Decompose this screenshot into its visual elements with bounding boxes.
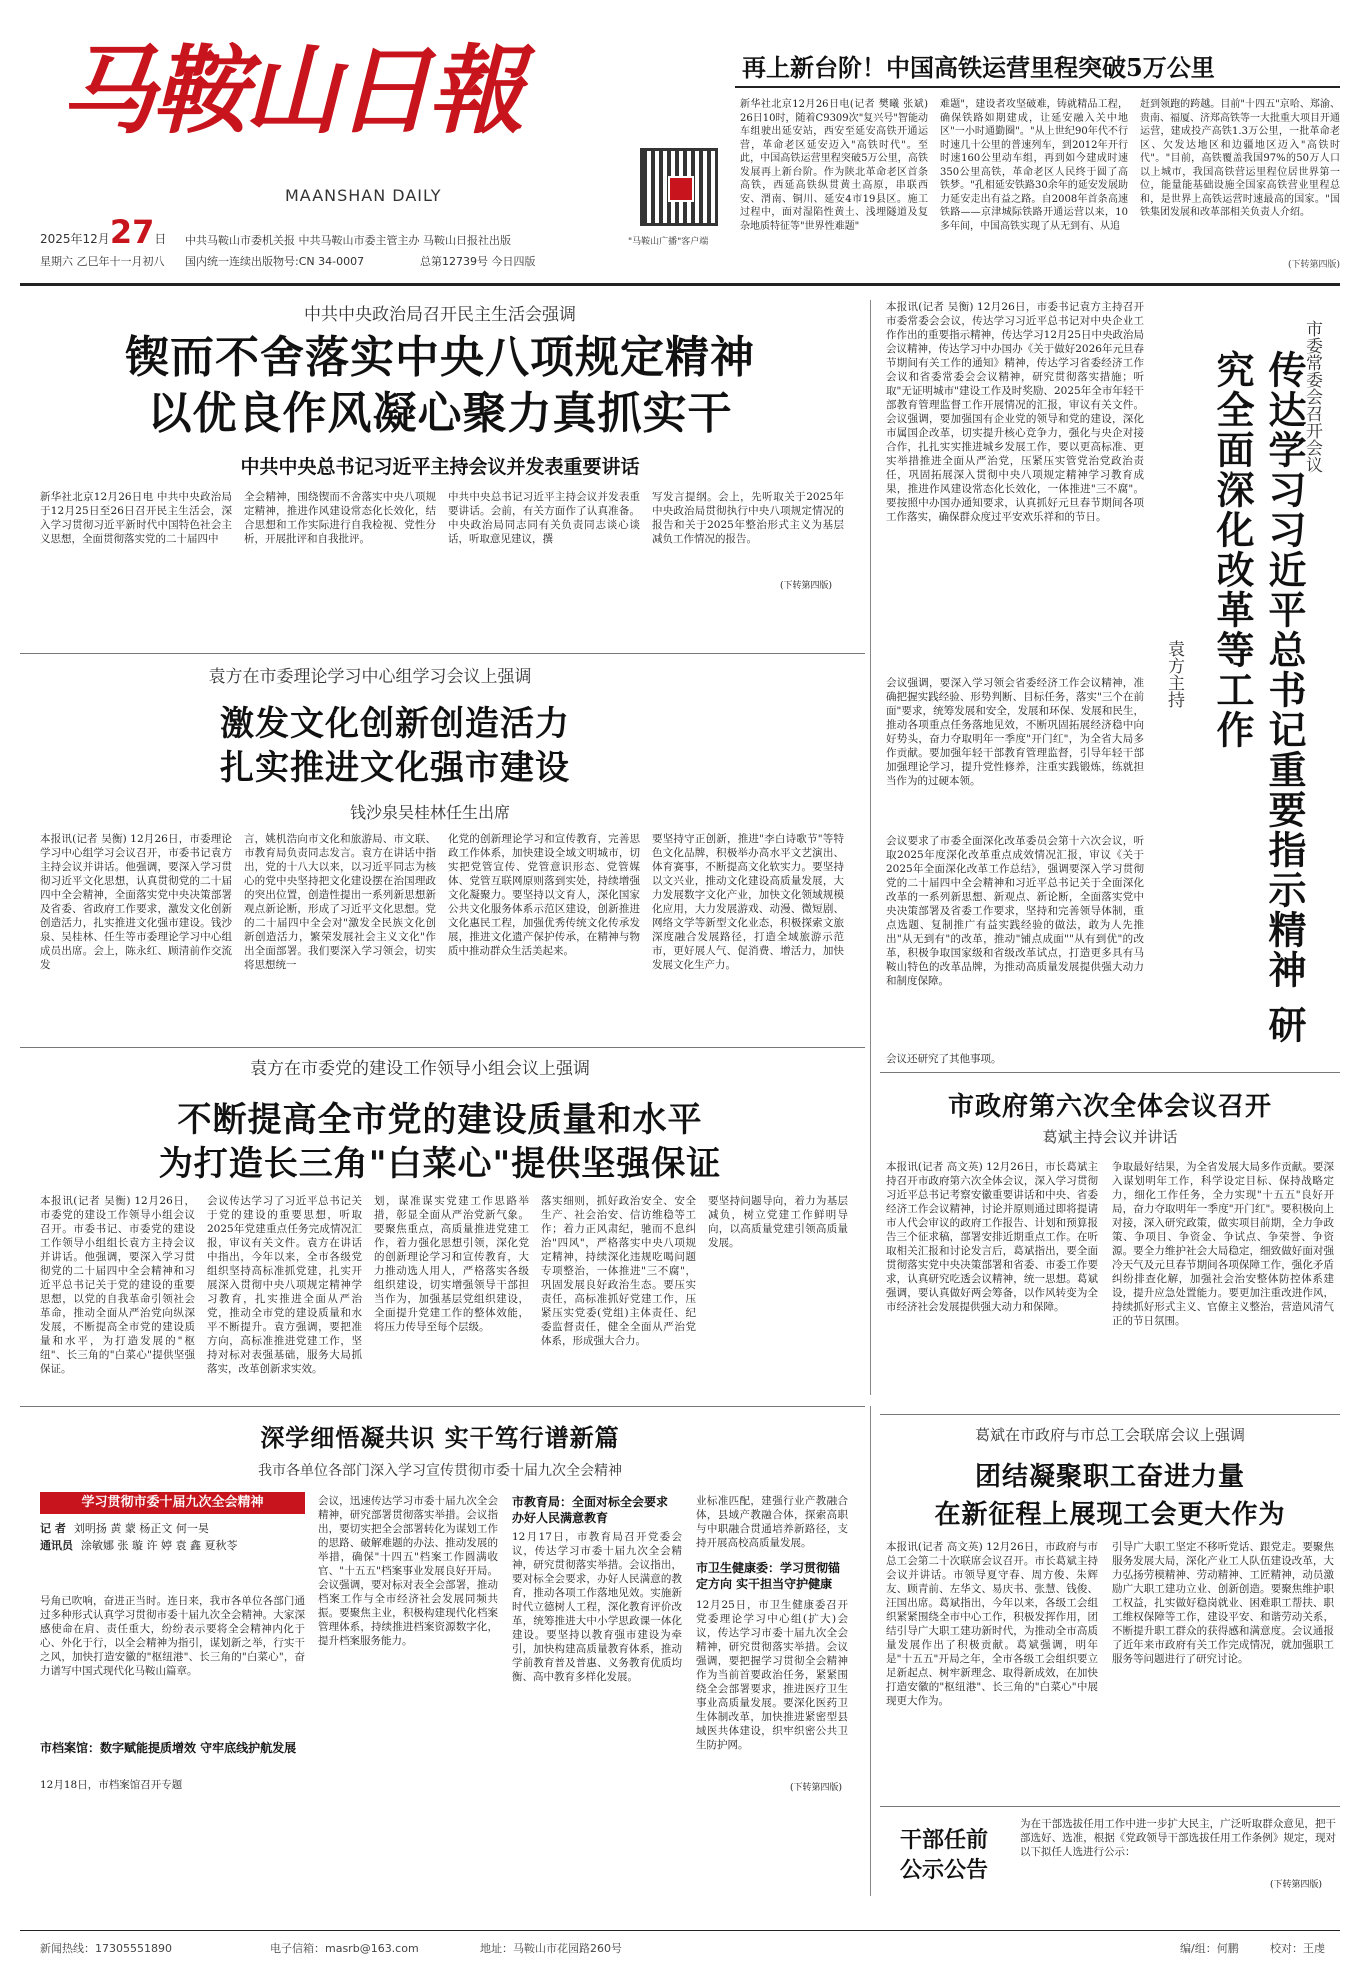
reporter-names: 刘明扬 黄 蒙 杨正文 何一昊: [73, 1522, 209, 1535]
notice-body: 为在干部选拔任用工作中进一步扩大民主，广泛听取群众意见，把干部选好、选准，根据《党政领导干部选拔任用工作条例》规定，现对以下拟任人选进行公示：: [1020, 1818, 1336, 1858]
story2-col1: 本报讯(记者 吴衡) 12月26日，市委理论学习中心组学习会议召开，市委书记袁方主持会议并讲话。他强调，要深入学习贯彻习近平文化思想，认真贯彻党的二十届四中全会精神，全面落实党中央决策部署及省委、省政府工作要求，激发文化创新创造活力，扎实推进文化强市建设。钱沙泉、吴桂林、任生等市委理论学习中心组成员出席。会上，陈永红、顾清前作交流发: [40, 833, 232, 971]
vertical-title[interactable]: 传达学习习近平总书记重要指示精神 研究全面深化改革等工作: [1210, 350, 1307, 1046]
qr-code-logo: [668, 176, 694, 202]
feature-title[interactable]: 深学细悟凝共识 实干笃行谱新篇: [260, 1423, 620, 1452]
story4-col2: 争取最好结果，为全省发展大局多作贡献。要深入谋划明年工作，科学设定目标、保持战略定力，细化工作任务，全力实现"十五五"良好开局，奋力夺取明年一季度"开门红"。要积极向上对接，深入研究政策，做实项目前期，全力争政策、争项目、争资金、争试点、争荣誉、争资源。要全力维护社会大局稳定，细致做好面对强冷天气及元旦春节期间各项保障工作，强化矛盾纠纷排查化解，加强社会治安整体防控体系建设，提升应急处置能力。要更加注重改进作风，持续抓好形式主义、官僚主义整治，营造风清气正的节日氛围。: [1112, 1161, 1334, 1327]
vertical-byline: 袁方主持: [1164, 640, 1184, 708]
correspondent-names: 涂敏娜 张 璇 许 婷 袁 鑫 夏秋苓: [81, 1539, 238, 1552]
footer-hotline: 新闻热线：17305551890: [40, 1942, 172, 1955]
lead-subtitle: 中共中央总书记习近平主持会议并发表重要讲话: [240, 456, 640, 478]
right-tail: 会议还研究了其他事项。: [886, 1053, 1002, 1065]
feature-col1: 号角已吹响，奋进正当时。连日来，我市各单位各部门通过多种形式认真学习贯彻市委十届九次全会精神。大家深感使命在肩、责任重大，纷纷表示要将全会精神内化于心、外化于行，以全会精神为指引，谋划新之举，行实干之风，加快打造安徽的"枢纽港"、长三角的"白菜心"，奋力谱写中国式现代化马鞍山篇章。: [40, 1595, 305, 1677]
issue-date: [40, 213, 166, 251]
top-story-col1: 新华社北京12月26日电(记者 樊曦 张斌) 26日10时，随着C9309次"复兴号"智能动车组驶出延安站，西安至延安高铁开通运营，革命老区延安迈入"高铁时代"。至此，中国高铁运营里程突破5万公里，高铁发展再上新台阶。作为陕北革命老区首条高铁，西延高铁纵贯黄土高原，串联西安、渭南、铜川、延安4市19县区。施工过程中，面对湿陷性黄土、浅埋隧道及复杂地质特征等"世界性难题": [740, 99, 928, 232]
right-body-3: 会议要求了市委全面深化改革委员会第十六次会议，听取2025年度深化改革重点成效情况汇报，审议《关于2025年全面深化改革工作总结》，强调要深入学习贯彻党的二十届四中全会精神和习近平总书记关于全面深化改革的一系列新思想、新观点、新论断，全面落实党中央决策部署及省委工作要求，坚持和完善领导体制，重点选题、复制推广有益实践经验的做法，敢为人先推出"从无到有"的改革，推动"铺点成面""从有到优"的改革，积极争取国家级和省级改革试点，打造更多具有马鞍山特色的改革品牌，为推动高质量发展提供强大动力和制度保障。: [886, 835, 1144, 987]
story2-col4: 要坚持守正创新，推进"李白诗歌节"等特色文化品牌，积极举办高水平文艺演出、体育赛事，不断提高文化软实力。要坚持以文兴业，推动文化建设高质量发展，大力发展数字文化产业，加快文化领域规模化应用，大力发展游戏、动漫、微短剧、网络文学等新型文化业态，积极探索文旅深度融合发展路径，打造全域旅游示范市，更好展人气、促消费、增活力，加快发展文化生产力。: [652, 833, 844, 971]
top-story-col2: 难题"，建设者攻坚破难，铸就精品工程，确保铁路如期建成，让延安融入关中地区"一小时通勤圈"。"从上世纪90年代不行时速几十公里的普速列车，到2012年开行时速160公里动车组，再到如今建成时速350公里高铁，革命老区人民终于圆了高铁梦。"孔相延安铁路30余年的延安发展助力延安走出有益之路。自2008年首条高速铁路——京津城际铁路开通运营以来，10多年间，中国高铁实现了从无到有、从追: [940, 99, 1128, 232]
lead-continued: (下转第四版): [780, 581, 833, 591]
notice-label-1: 干部任前: [900, 1827, 989, 1853]
date-prefix: 2025年12月: [40, 232, 110, 246]
lead-title-2[interactable]: 以优良作风凝心聚力真抓实干: [147, 388, 733, 439]
lead-kicker: 中共中央政治局召开民主生活会强调: [304, 305, 576, 325]
org-line: 中共马鞍山市委机关报 中共马鞍山市委主管主办 马鞍山日报社出版: [185, 234, 511, 247]
story2-title-2[interactable]: 扎实推进文化强市建设: [220, 748, 570, 788]
feature-col3: 12月17日，市教育局召开党委会议，传达学习市委十届九次全会精神，研究贯彻落实举措。会议指出，要对标全会要求，办好人民满意的教育，推动各项工作落地见效。实施新时代立德树人工程，深化教育评价改革，统筹推进大中小学思政课一体化建设。要坚持以教育强市建设为牵引，加快构建高质量教育体系，推动学前教育普及普惠、义务教育优质均衡、高中教育多样化发展。: [512, 1531, 682, 1683]
story3-col3: 划，谋准谋实党建工作思路举措，彰显全面从严治党新气象。要聚焦重点，高质量推进党建工作，着力强化思想引领，深化党的创新理论学习和宣传教育，大力推动选人用人，严格落实各级组织建设，切实增强领导干部担当作为，加强基层党组织建设，全面提升党建工作的整体效能，将压力传导至每个层级。: [374, 1195, 529, 1333]
lead-col3: 中共中央总书记习近平主持会议并发表重要讲话。会前，有关方面作了认真准备。中央政治局同志同有关负责同志谈心谈话，听取意见建议，撰: [448, 491, 640, 545]
feature-subtitle: 我市各单位各部门深入学习宣传贯彻市委十届九次全会精神: [258, 1463, 622, 1479]
top-headline[interactable]: 再上新台阶！中国高铁运营里程突破5万公里: [742, 53, 1215, 82]
story5-col1: 本报讯(记者 高文英) 12月26日，市政府与市总工会第二十次联席会议召开。市长葛斌主持会议并讲话。市领导夏守春、周方俊、朱辉友、顾青前、左华文、易庆书、张慧、钱俊、汪国出席。葛斌指出，今年以来，各级工会组织紧紧围绕全市中心工作，积极发挥作用，团结引导广大职工建功新时代，为推动全市高质量发展作出了积极贡献。葛斌强调，明年是"十五五"开局之年，全市各级工会组织要立足新起点、树牢新理念、取得新成效，在加快打造安徽的"枢纽港"、长三角的"白菜心"中展现更大作为。: [886, 1541, 1098, 1707]
issue-number: 总第12739号 今日四版: [420, 255, 536, 268]
story3-col2: 会议传达学习了习近平总书记关于党的建设的重要思想，听取2025年党建重点任务完成情况汇报，审议有关文件。袁方在讲话中指出，今年以来，全市各级党组织坚持高标准抓党建，扎实开展深入贯彻中央八项规定精神学习教育，扎实推进全面从严治党，推动全市党的建设质量和水平不断提升。袁方强调，要把准方向，高标准推进党建工作，坚持对标对表强基础，服务大局抓落实，改革创新求实效。: [207, 1195, 362, 1375]
footer-editor: 编/组：何鹏: [1180, 1942, 1239, 1955]
correspondent-label: 通讯员: [40, 1539, 73, 1552]
story3-title-2[interactable]: 为打造长三角"白菜心"提供坚强保证: [158, 1144, 722, 1184]
story3-col5: 要坚持问题导向，着力为基层减负，树立党建工作鲜明导向，以高质量党建引领高质量发展。: [708, 1195, 848, 1249]
footer-proof: 校对：王虔: [1270, 1942, 1325, 1955]
lead-col4: 写发言提纲。会上，先听取关于2025年中央政治局贯彻执行中央八项规定情况的报告和关于2025年整治形式主义为基层减负工作情况的报告。: [652, 491, 844, 545]
lead-col2: 全会精神，围绕锲而不舍落实中央八项规定精神，推进作风建设常态化长效化，结合思想和工作实际进行自我检视、党性分析，开展批评和自我批评。: [244, 491, 436, 545]
qr-caption: "马鞍山广播"客户端: [628, 237, 709, 247]
story3-kicker: 袁方在市委党的建设工作领导小组会议上强调: [250, 1059, 590, 1079]
top-story-continued: (下转第四版): [1288, 260, 1341, 270]
feature-continued: (下转第四版): [790, 1783, 843, 1793]
vertical-kicker: 市委常委会召开会议: [1302, 320, 1322, 473]
story5-col2: 引导广大职工坚定不移听党话、跟党走。要聚焦服务发展大局，深化产业工人队伍建设改革，大力弘扬劳模精神、劳动精神、工匠精神，动员激励广大职工建功立业、创新创造。要聚焦维护职工权益，扎实做好稳岗就业、困难职工帮扶、职工维权保障等工作，建设平安、和谐劳动关系，不断提升职工群众的获得感和满意度。会议通报了近年来市政府有关工作完成情况，就加强职工服务等问题进行了研究讨论。: [1112, 1541, 1334, 1665]
feature-col2: 会议，迅速传达学习市委十届九次全会精神，研究部署贯彻落实举措。会议指出，要切实把全会部署转化为谋划工作的思路、破解难题的办法、推动发展的举措，确保"十四五"档案工作圆满收官、"十五五"档案事业发展良好开局。会议强调，要对标对表全会部署，推动档案工作与全市经济社会发展同频共振。要聚焦主业，积极构建现代化档案管理体系，持续推进档案资源数字化，提升档案服务能力。: [318, 1495, 498, 1647]
right-body-2: 会议强调，要深入学习领会省委经济工作会议精神，准确把握实践经验、形势判断、目标任务，落实"三个在前面"要求，统筹发展和安全，发展和环保、发展和民生，推动各项重点任务落地见效，不断巩固拓展经济稳中向好势头，奋力夺取明年一季度"开门红"，为全省大局多作贡献。要加强年轻干部教育管理监督，引导年轻干部加强理论学习，提升党性修养，注重实践锻炼，练就担当作为的过硬本领。: [886, 677, 1144, 787]
masthead: [20, 8, 1340, 268]
feature-col4-body: 12月25日，市卫生健康委召开党委理论学习中心组(扩大)会议，传达学习市委十届九次全会精神，研究贯彻落实举措。会议强调，要把握学习贯彻全会精神作为当前首要政治任务，紧紧围绕全会部署要求，推进医疗卫生事业高质量发展。要深化医药卫生体制改革，加快推进紧密型县域医共体建设，织牢织密公共卫生防护网。: [696, 1599, 848, 1751]
story2-title-1[interactable]: 激发文化创新创造活力: [220, 704, 570, 744]
story3-col1: 本报讯(记者 吴衡) 12月26日，市委党的建设工作领导小组会议召开。市委书记、市委党的建设工作领导小组组长袁方主持会议并讲话。他强调，要深入学习贯彻党的二十届四中全会精神和习近平总书记关于党的建设的重要思想，以党的自我革命引领社会革命，推动全面从严治党向纵深发展，不断提高全市党的建设质量和水平，为打造发展的"枢纽"、长三角的"白菜心"提供坚强保证。: [40, 1195, 195, 1375]
story5-title-1[interactable]: 团结凝聚职工奋进力量: [974, 1462, 1245, 1492]
story5-title-2[interactable]: 在新征程上展现工会更大作为: [934, 1500, 1286, 1530]
story4-title[interactable]: 市政府第六次全体会议召开: [947, 1092, 1272, 1122]
footer-email[interactable]: 电子信箱：masrb@163.com: [270, 1942, 419, 1955]
story2-col3: 化党的创新理论学习和宣传教育，完善思政工作体系，加快建设全域文明城市，切实把党管宣传、党管意识形态、党管媒体、党管互联网原则落到实处，持续增强文化凝聚力。要坚持以文育人，深化国家公共文化服务体系示范区建设，创新推进文化惠民工程，加强优秀传统文化传承发展，推进文化遗产保护传承，在精神与物质中推动群众生活美起来。: [448, 833, 640, 957]
feature-reporters: [40, 1520, 305, 1590]
newspaper-logo: 马鞍山日報: [60, 34, 520, 147]
story3-title-1[interactable]: 不断提高全市党的建设质量和水平: [177, 1100, 703, 1140]
feature-col3-sub: 市教育局：全面对标全会要求 办好人民满意教育: [512, 1495, 669, 1525]
notice-continued: (下转第四版): [1270, 1880, 1323, 1890]
feature-banner: [40, 1492, 305, 1514]
lead-col1: 新华社北京12月26日电 中共中央政治局于12月25日至26日召开民主生活会，深入学习贯彻习近平新时代中国特色社会主义思想，全面贯彻落实党的二十届四中: [40, 491, 232, 545]
story5-kicker: 葛斌在市政府与市总工会联席会议上强调: [974, 1426, 1245, 1444]
newspaper-logo-en: MAANSHAN DAILY: [285, 186, 442, 205]
feature-col1-tail: 12月18日，市档案馆召开专题: [40, 1779, 183, 1791]
story4-byline: 葛斌主持会议并讲话: [1042, 1128, 1178, 1146]
cn-number: 国内统一连续出版物号:CN 34-0007: [185, 255, 365, 268]
right-body-1: 本报讯(记者 吴衡) 12月26日，市委书记袁方主持召开市委常委会会议，传达学习习近平总书记对中央企业工作作出的重要指示精神，传达学习12月25日中央政治局会议精神，传达学习中办国办《关于做好2026年元旦春节期间有关工作的通知》精神，传达学习省委经济工作会议和省委常委会会议精神，研究贯彻落实措施；听取"无证明城市"建设工作及时奖励、2025年全市年轻干部教育管理监督工作开展情况的汇报，审议有关文件。会议强调，要加强国有企业党的领导和党的建设，深化市属国企改革，切实提升核心竞争力，强化与央企对接合作，扎扎实实推进城乡发展工作，要以更高标准、更实举措推进全面从严治党，压紧压实管党治党政治责任，巩固拓展深入贯彻中央八项规定精神学习教育成果，推进作风建设常态化长效化，一体推进"三不腐"。要按照中办国办通知要求，认真抓好元旦春节期间各项工作落实，确保群众度过平安欢乐祥和的节日。: [886, 301, 1144, 523]
feature-col4-sub: 市卫生健康委：学习贯彻锚定方向 实干担当守护健康: [696, 1561, 841, 1591]
story2-kicker: 袁方在市委理论学习中心组学习会议上强调: [208, 667, 532, 687]
lead-title-1[interactable]: 锲而不舍落实中央八项规定精神: [125, 332, 755, 383]
footer-address: 地址：马鞍山市花园路260号: [480, 1942, 622, 1955]
date-suffix: 日: [154, 232, 167, 246]
feature-col4: 业标准匹配，建强行业产教融合体，县域产教融合体，探索高职与中职融合贯通培养新路径，支持开展高校高质量发展。: [696, 1495, 848, 1549]
feature-banner-text: 学习贯彻市委十届九次全会精神: [81, 1495, 264, 1510]
reporter-label: 记 者: [40, 1522, 66, 1535]
story2-col2: 言，姚机浩向市文化和旅游局、市文联、市教育局负责同志发言。袁方在讲话中指出，党的十八大以来，以习近平同志为核心的党中央坚持把文化建设摆在治国理政的突出位置，创造性提出一系列新思想新观点新论断，形成了习近平文化思想。党的二十届四中全会对"激发全民族文化创新创造活力，繁荣发展社会主义文化"作出全面部署。我们要深入学习领会，切实将思想统一: [244, 833, 436, 971]
notice-label-2: 公示公告: [900, 1857, 989, 1883]
story3-col4: 落实细则，抓好政治安全、安全生产、社会治安、信访维稳等工作；着力正风肃纪，驰而不息纠治"四风"，严格落实中央八项规定精神，持续深化违规吃喝问题专项整治，一体推进"三不腐"，巩固发展良好政治生态。要压实责任，高标准抓好党建工作，压紧压实党委(党组)主体责任、纪委监督责任，健全全面从严治党体系，形成强大合力。: [541, 1195, 696, 1347]
cadre-notice[interactable]: [880, 1806, 1340, 1897]
top-story-col3: 赶到领跑的跨越。目前"十四五"京哈、郑渝、贵南、福厦、济郑高铁等一大批重大项目开通运营，建成投产高铁1.3万公里，一批革命老区、欠发达地区和边疆地区迈入"高铁时代"。"目前，高铁覆盖我国97%的50万人口以上城市，我国高铁营运里程位居世界第一位，能量能基础设施全国家高铁营业里程总和，是世界上高铁运营时速最高的国家。"国铁集团发展和改革部相关负责人介绍。: [1140, 99, 1340, 218]
story4-col1: 本报讯(记者 高文英) 12月26日，市长葛斌主持召开市政府第六次全体会议，深入学习贯彻习近平总书记考察安徽重要讲话和中央、省委经济工作会议精神，讨论并原则通过即将提请市人代会审议的政府工作报告、计划和预算报告三个征求稿，部署安排近期重点工作。在听取相关汇报和讨论发言后，葛斌指出，要全面贯彻落实党中央决策部署和省委、市委工作要求，认真研究吃透会议精神，统一思想。葛斌强调，要认真做好两会筹备，以作风转变为全市经济社会发展提供强大动力和保障。: [886, 1161, 1098, 1313]
date-day: 27: [109, 213, 155, 251]
story2-byline: 钱沙泉吴桂林任生出席: [350, 803, 511, 822]
feature-col1-sub: 市档案馆：数字赋能提质增效 守牢底线护航发展: [40, 1741, 297, 1755]
weekday-lunar: 星期六 乙巳年十一月初八: [40, 255, 165, 268]
